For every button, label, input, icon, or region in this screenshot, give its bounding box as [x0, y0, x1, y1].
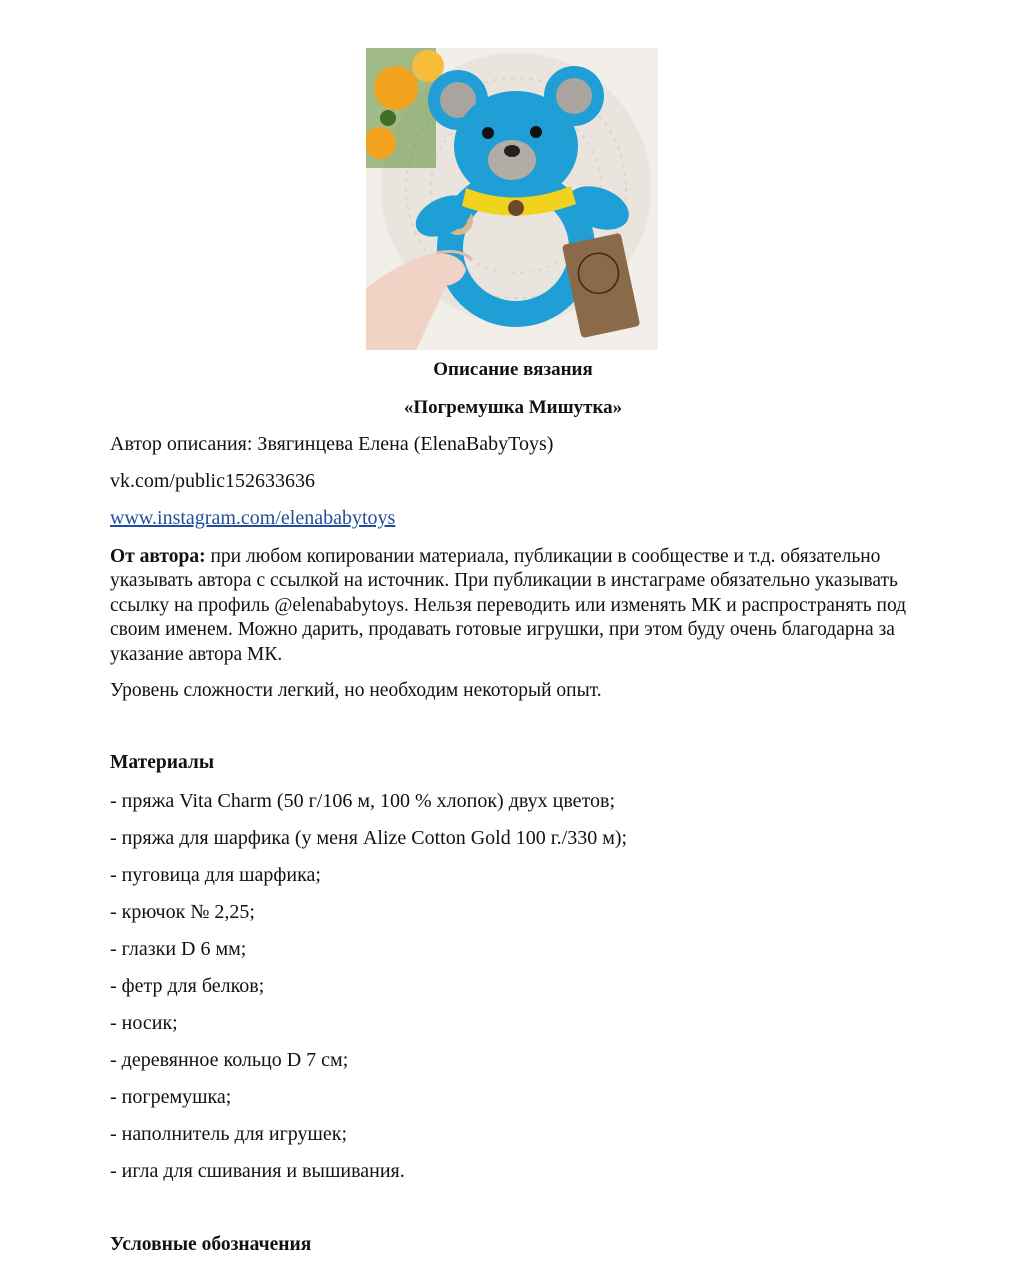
list-item: - наполнитель для игрушек; — [110, 1123, 348, 1145]
toy-photo — [366, 48, 658, 350]
list-item: - погремушка; — [110, 1086, 232, 1108]
list-item: - игла для сшивания и вышивания. — [110, 1160, 405, 1182]
crochet-bear-rattle-photo-icon — [366, 48, 658, 350]
list-item: - пряжа для шарфика (у меня Alize Cotton Gold 100 г./330 м); — [110, 827, 628, 849]
list-item: - фетр для белков; — [110, 975, 265, 997]
from-author-paragraph — [110, 545, 920, 667]
list-item: - глазки D 6 мм; — [110, 938, 247, 960]
list-item: - пряжа Vita Charm (50 г/106 м, 100 % хлопок) двух цветов; — [110, 790, 616, 812]
materials-heading: Материалы — [110, 752, 215, 773]
materials-list — [110, 786, 627, 1193]
list-item: - крючок № 2,25; — [110, 901, 255, 923]
list-item: - носик; — [110, 1012, 178, 1034]
document-title-line-2: «Погремушка Мишутка» — [403, 397, 623, 418]
document-title-line-1: Описание вязания — [433, 359, 593, 380]
list-item: - пуговица для шарфика; — [110, 864, 321, 886]
from-author-label: От автора: — [110, 546, 206, 567]
list-item: - деревянное кольцо D 7 см; — [110, 1049, 349, 1071]
difficulty-text: Уровень сложности легкий, но необходим некоторый опыт. — [110, 680, 602, 701]
instagram-link[interactable]: www.instagram.com/elenababytoys — [110, 507, 396, 529]
from-author-text: при любом копировании материала, публикации в сообществе и т.д. обязательно указывать автора с ссылкой на источник. При публикации в инстаграме обязательно указывать ссылку на профиль @elenababytoys. Нельзя переводить или изменять МК и распространять под своим именем. Можно дарить, продавать готовые игрушки, при этом буду очень благодарна за указание автора МК. — [110, 546, 907, 665]
legend-heading: Условные обозначения — [110, 1234, 312, 1255]
vk-link[interactable]: vk.com/public152633636 — [110, 470, 315, 492]
author-line: Автор описания: Звягинцева Елена (ElenaBabyToys) — [110, 433, 554, 455]
